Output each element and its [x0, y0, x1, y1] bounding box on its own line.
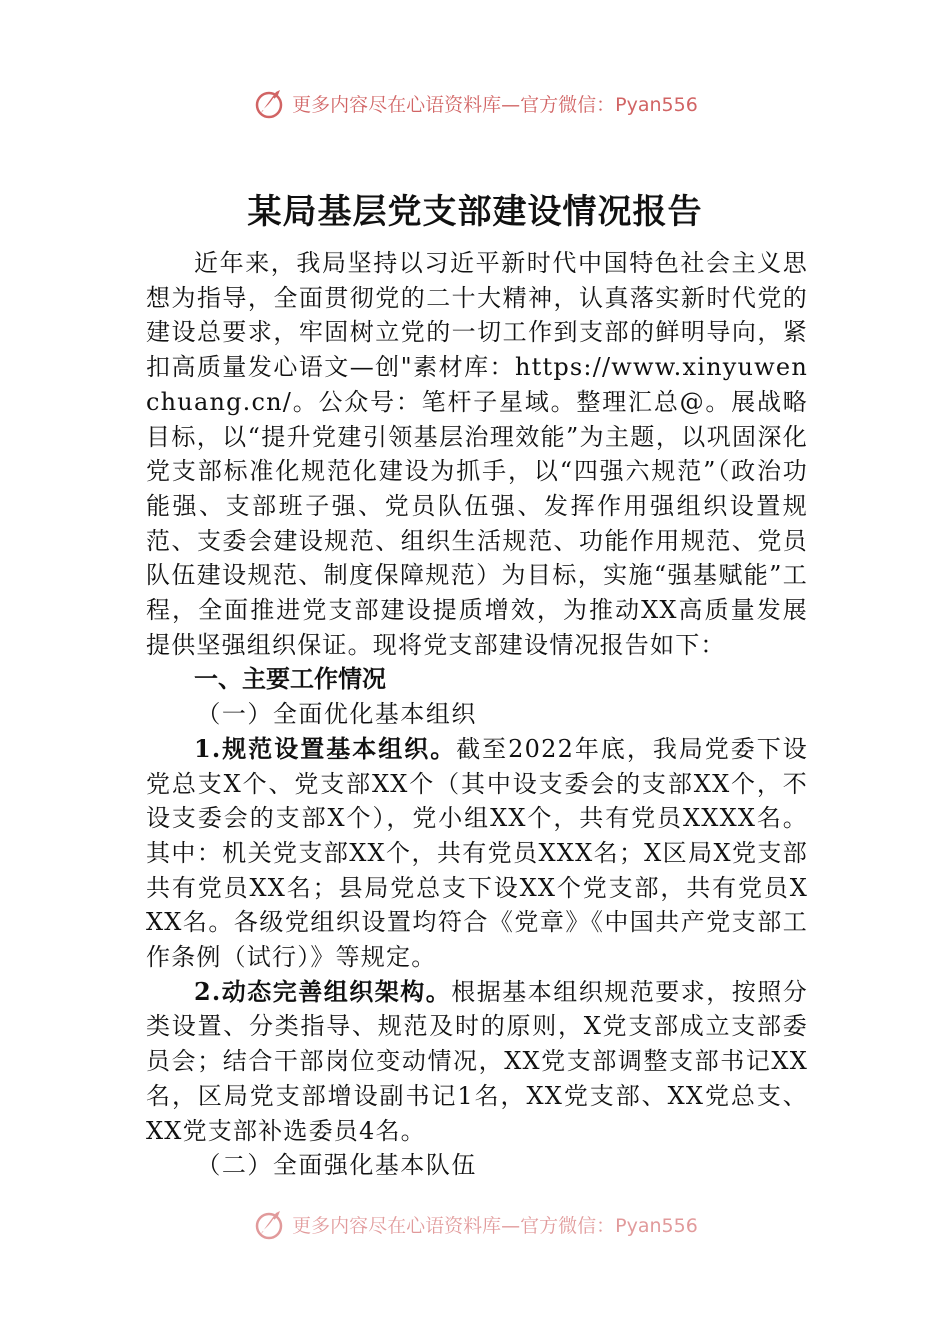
watermark-text: 更多内容尽在心语资料库—官方微信：Pyan556: [292, 93, 698, 116]
item-body-2: 根据基本组织规范要求，按照分类设置、分类指导、规范及时的原则，X党支部成立支部委员会；结合干部岗位变动情况，XX党支部调整支部书记XX名，区局党支部增设副书记1名，XX党支部、XX党总支、XX党支部补选委员4名。: [146, 977, 808, 1145]
watermark-bottom: [0, 1207, 950, 1241]
item-paragraph-2: [146, 975, 808, 1149]
item-lead-1: 1.规范设置基本组织。: [194, 733, 457, 763]
watermark-top: [0, 86, 950, 120]
document-title: 某局基层党支部建设情况报告: [247, 192, 703, 232]
document-body: [146, 246, 808, 1183]
subsection-heading-2: （二）全面强化基本队伍: [196, 1151, 477, 1180]
quill-pen-seal-icon: [252, 1207, 286, 1241]
quill-pen-seal-icon: [252, 86, 286, 120]
section-heading: 一、主要工作情况: [194, 665, 386, 694]
intro-paragraph: 近年来，我局坚持以习近平新时代中国特色社会主义思想为指导，全面贯彻党的二十大精神，认真落实新时代党的建设总要求，牢固树立党的一切工作到支部的鲜明导向，紧扣高质量发心语文—创"素材库：https://www.xinyuwenchuang.cn/。公众号：笔杆子星域。整理汇总@。展战略目标，以“提升党建引领基层治理效能”为主题，以巩固深化党支部标准化规范化建设为抓手，以“四强六规范”（政治功能强、支部班子强、党员队伍强、发挥作用强组织设置规范、支委会建设规范、组织生活规范、功能作用规范、党员队伍建设规范、制度保障规范）为目标，实施“强基赋能”工程，全面推进党支部建设提质增效，为推动XX高质量发展提供坚强组织保证。现将党支部建设情况报告如下：: [146, 249, 808, 659]
item-lead-2: 2.动态完善组织架构。: [194, 976, 452, 1006]
item-paragraph-1: [146, 732, 808, 975]
subsection-heading: （一）全面优化基本组织: [196, 700, 477, 729]
watermark-text-bottom: 更多内容尽在心语资料库—官方微信：Pyan556: [292, 1214, 698, 1237]
item-body-1: 截至2022年底，我局党委下设党总支X个、党支部XX个（其中设支委会的支部XX个，不设支委会的支部X个），党小组XX个，共有党员XXXX名。其中：机关党支部XX个，共有党员XXX名；X区局X党支部共有党员XX名；县局党总支下设XX个党支部，共有党员XXX名。各级党组织设置均符合《党章》《中国共产党支部工作条例（试行）》等规定。: [146, 734, 808, 972]
